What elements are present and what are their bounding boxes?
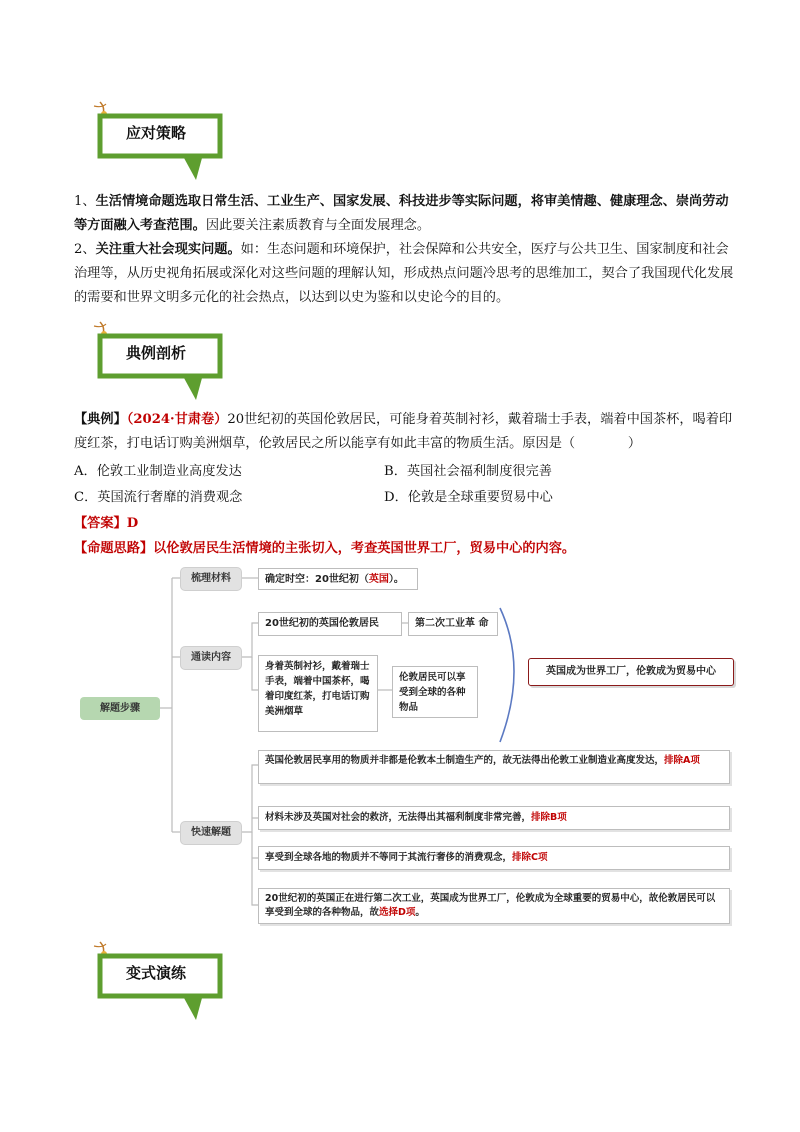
exclude-label: 排除B项 <box>531 812 567 823</box>
question-idea: 【命题思路】以伦敦居民生活情境的主张切入，考查英国世界工厂，贸易中心的内容。 <box>74 541 576 556</box>
exclude-label: 排除A项 <box>664 755 700 766</box>
branch-sort-material: 梳理材料 <box>180 567 242 591</box>
highlight-text: 英国 <box>368 574 389 585</box>
branch-read-content: 通读内容 <box>180 646 242 670</box>
option-d: D．伦敦是全球重要贸易中心 <box>384 490 553 505</box>
example-stem-text: 20世纪初的英国伦敦居民，可能身着英制衬衫，戴着瑞士手表，端着中国茶杯，喝着印度红茶，打电话订购美洲烟草，伦敦居民之所以能享有如此丰富的物质生活。原因是（ ） <box>74 412 733 451</box>
option-a: A．伦敦工业制造业高度发达 <box>74 464 242 479</box>
solve-text-end: 。 <box>415 907 425 918</box>
solve-step-d <box>258 888 730 924</box>
b2-box-goods: 身着英制衬衫，戴着瑞士手表，端着中国茶杯，喝着印度红茶，打电话订购美洲烟草 <box>258 655 378 732</box>
section-title: 应对策略 <box>125 124 186 142</box>
list-number: 1、 <box>74 194 96 209</box>
solve-text: 20世纪初的英国正在进行第二次工业，英国成为世界工厂，伦敦成为全球重要的贸易中心，故伦敦居民可以享受到全球的各种物品，故 <box>265 893 716 918</box>
exclude-label: 排除C项 <box>512 852 548 863</box>
section-banner-practice <box>84 940 234 1030</box>
solve-step-b <box>258 806 730 830</box>
example-tag: 【典例】 <box>74 412 127 427</box>
solve-text: 材料未涉及英国对社会的救济，无法得出其福利制度非常完善， <box>265 812 532 823</box>
solve-text: 享受到全球各地的物质并不等同于其流行奢侈的消费观念， <box>265 852 513 863</box>
select-label: 选择D项 <box>379 907 416 918</box>
strategy-text: 如：生态问题和环境保护，社会保障和公共安全，医疗与公共卫生、国家制度和社会治理等，从历史视角拓展或深化对这些问题的理解认知，形成热点问题冷思考的思维加工，契合了我国现代化发展的需要和世界文明多元化的社会热点，以达到以史为鉴和以史论今的目的。 <box>74 242 734 305</box>
branch1-content <box>258 568 418 590</box>
branch1-text: 确定时空：20世纪初（ <box>265 574 369 585</box>
list-number: 2、 <box>74 242 96 257</box>
b2-box-industrial-revolution: 第二次工业革 命 <box>408 612 498 636</box>
conclusion-box: 英国成为世界工厂，伦敦成为贸易中心 <box>528 658 734 686</box>
strategy-bold-text: 生活情境命题选取日常生活、工业生产、国家发展、科技进步等实际问题，将审美情趣、健康理念、崇尚劳动等方面融入考查范围。 <box>74 194 729 233</box>
b2-box-residents: 20世纪初的英国伦敦居民 <box>258 612 402 636</box>
strategy-text: 因此要关注素质教育与全面发展理念。 <box>205 218 431 233</box>
section-title: 典例剖析 <box>125 344 186 362</box>
solve-step-a <box>258 750 730 784</box>
banner-decoration-icon <box>84 940 234 1030</box>
option-c: C．英国流行奢靡的消费观念 <box>74 490 243 505</box>
b2-box-enjoy: 伦敦居民可以享受到全球的各种物品 <box>392 666 478 718</box>
answer: 【答案】D <box>74 516 139 531</box>
example-source: （2024·甘肃卷） <box>126 412 228 427</box>
mindmap-root: 解题步骤 <box>80 697 160 720</box>
branch-quick-solve: 快速解题 <box>180 821 242 845</box>
section-title: 变式演练 <box>125 964 186 982</box>
option-b: B．英国社会福利制度很完善 <box>384 464 552 479</box>
solve-step-c <box>258 846 730 870</box>
solve-text: 英国伦敦居民享用的物质并非都是伦敦本土制造生产的，故无法得出伦敦工业制造业高度发达， <box>265 755 665 766</box>
branch1-text-end: ）。 <box>388 574 404 585</box>
strategy-bold-text: 关注重大社会现实问题。 <box>95 242 241 257</box>
